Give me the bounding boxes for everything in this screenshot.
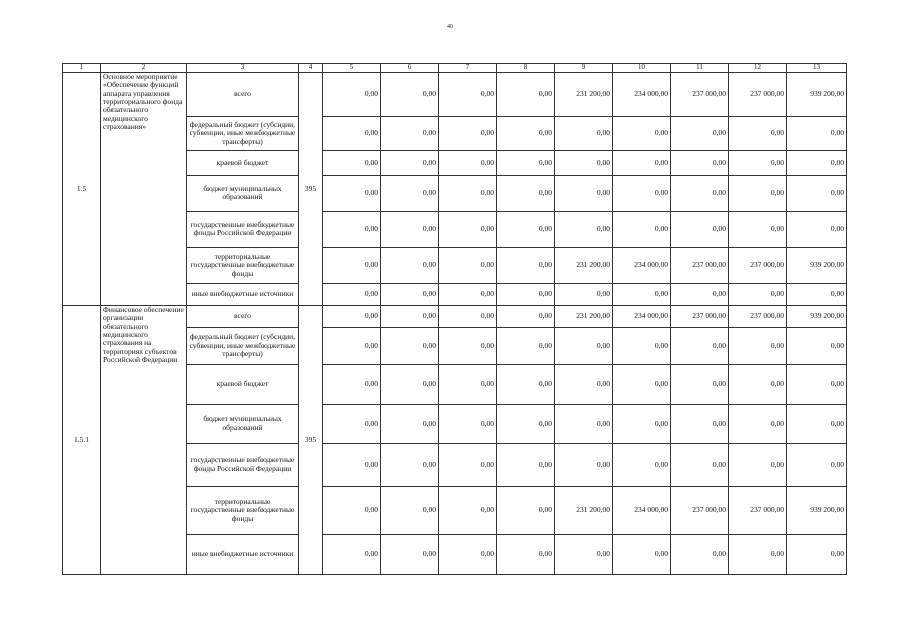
- amount-cell: 234 000,00: [613, 305, 671, 327]
- amount-cell: 0,00: [787, 150, 847, 175]
- item-title: Финансовое обеспечение организации обязательного медицинского страхования на территориях субъектов Российской Федерации: [101, 305, 187, 574]
- column-number-header: 3: [187, 64, 299, 73]
- amount-cell: 0,00: [381, 404, 439, 443]
- amount-cell: 0,00: [497, 211, 555, 247]
- amount-cell: 0,00: [671, 364, 729, 404]
- amount-cell: 0,00: [439, 364, 497, 404]
- budget-table: [62, 63, 847, 575]
- amount-cell: 939 200,00: [787, 486, 847, 534]
- amount-cell: 0,00: [671, 150, 729, 175]
- amount-cell: 0,00: [381, 305, 439, 327]
- amount-cell: 0,00: [729, 404, 787, 443]
- amount-cell: 0,00: [729, 443, 787, 486]
- amount-cell: 0,00: [555, 364, 613, 404]
- funding-source: иные внебюджетные источники: [187, 534, 299, 574]
- amount-cell: 0,00: [323, 247, 381, 283]
- amount-cell: 0,00: [729, 116, 787, 150]
- amount-cell: 0,00: [439, 534, 497, 574]
- funding-source: государственные внебюджетные фонды Российской Федерации: [187, 443, 299, 486]
- funding-source: федеральный бюджет (субсидии, субвенции, иные межбюджетные трансферты): [187, 116, 299, 150]
- budget-code: 395: [299, 305, 323, 574]
- amount-cell: 0,00: [323, 486, 381, 534]
- amount-cell: 0,00: [613, 364, 671, 404]
- amount-cell: 939 200,00: [787, 305, 847, 327]
- amount-cell: 0,00: [555, 150, 613, 175]
- amount-cell: 0,00: [729, 327, 787, 364]
- amount-cell: 237 000,00: [671, 247, 729, 283]
- amount-cell: 0,00: [323, 211, 381, 247]
- amount-cell: 0,00: [381, 72, 439, 116]
- amount-cell: 0,00: [323, 305, 381, 327]
- amount-cell: 0,00: [729, 283, 787, 305]
- amount-cell: 0,00: [787, 175, 847, 211]
- funding-source: краевой бюджет: [187, 150, 299, 175]
- amount-cell: 0,00: [555, 443, 613, 486]
- amount-cell: 0,00: [323, 72, 381, 116]
- budget-row: [63, 305, 847, 327]
- funding-source: бюджет муниципальных образований: [187, 175, 299, 211]
- column-number-header: 12: [729, 64, 787, 73]
- amount-cell: 939 200,00: [787, 72, 847, 116]
- column-number-header: 8: [497, 64, 555, 73]
- amount-cell: 0,00: [787, 283, 847, 305]
- amount-cell: 0,00: [613, 116, 671, 150]
- amount-cell: 0,00: [671, 534, 729, 574]
- amount-cell: 0,00: [613, 404, 671, 443]
- amount-cell: 0,00: [323, 534, 381, 574]
- amount-cell: 0,00: [729, 175, 787, 211]
- amount-cell: 0,00: [497, 327, 555, 364]
- amount-cell: 0,00: [381, 175, 439, 211]
- column-number-header: 1: [63, 64, 101, 73]
- amount-cell: 0,00: [439, 72, 497, 116]
- amount-cell: 0,00: [787, 443, 847, 486]
- amount-cell: 231 200,00: [555, 486, 613, 534]
- funding-source: территориальные государственные внебюджетные фонды: [187, 247, 299, 283]
- amount-cell: 0,00: [381, 534, 439, 574]
- column-number-header: 9: [555, 64, 613, 73]
- column-number-header-row: [63, 64, 847, 73]
- amount-cell: 0,00: [787, 116, 847, 150]
- amount-cell: 0,00: [613, 175, 671, 211]
- amount-cell: 0,00: [439, 404, 497, 443]
- amount-cell: 0,00: [497, 364, 555, 404]
- funding-source: территориальные государственные внебюджетные фонды: [187, 486, 299, 534]
- amount-cell: 0,00: [323, 283, 381, 305]
- amount-cell: 0,00: [671, 327, 729, 364]
- column-number-header: 6: [381, 64, 439, 73]
- item-code: 1.5.1: [63, 305, 101, 574]
- amount-cell: 0,00: [555, 175, 613, 211]
- amount-cell: 237 000,00: [729, 305, 787, 327]
- amount-cell: 237 000,00: [729, 72, 787, 116]
- page-number: 40: [447, 24, 453, 30]
- item-code: 1.5: [63, 72, 101, 305]
- amount-cell: 0,00: [439, 150, 497, 175]
- amount-cell: 0,00: [729, 534, 787, 574]
- amount-cell: 0,00: [671, 211, 729, 247]
- amount-cell: 0,00: [381, 211, 439, 247]
- funding-source: иные внебюджетные источники: [187, 283, 299, 305]
- amount-cell: 0,00: [323, 404, 381, 443]
- amount-cell: 0,00: [729, 364, 787, 404]
- amount-cell: 0,00: [497, 247, 555, 283]
- column-number-header: 4: [299, 64, 323, 73]
- amount-cell: 0,00: [497, 443, 555, 486]
- amount-cell: 0,00: [439, 443, 497, 486]
- amount-cell: 0,00: [439, 175, 497, 211]
- funding-source: федеральный бюджет (субсидии, субвенции, иные межбюджетные трансферты): [187, 327, 299, 364]
- amount-cell: 0,00: [497, 534, 555, 574]
- amount-cell: 0,00: [439, 486, 497, 534]
- amount-cell: 231 200,00: [555, 72, 613, 116]
- amount-cell: 237 000,00: [729, 486, 787, 534]
- budget-table-body: [63, 64, 847, 575]
- amount-cell: 0,00: [381, 150, 439, 175]
- funding-source: краевой бюджет: [187, 364, 299, 404]
- amount-cell: 0,00: [381, 327, 439, 364]
- amount-cell: 0,00: [613, 443, 671, 486]
- amount-cell: 0,00: [323, 364, 381, 404]
- amount-cell: 0,00: [613, 211, 671, 247]
- amount-cell: 0,00: [613, 150, 671, 175]
- column-number-header: 7: [439, 64, 497, 73]
- amount-cell: 231 200,00: [555, 305, 613, 327]
- amount-cell: 939 200,00: [787, 247, 847, 283]
- amount-cell: 0,00: [497, 150, 555, 175]
- amount-cell: 0,00: [381, 443, 439, 486]
- amount-cell: 234 000,00: [613, 72, 671, 116]
- amount-cell: 0,00: [787, 534, 847, 574]
- amount-cell: 234 000,00: [613, 247, 671, 283]
- funding-source: государственные внебюджетные фонды Российской Федерации: [187, 211, 299, 247]
- column-number-header: 11: [671, 64, 729, 73]
- amount-cell: 0,00: [497, 486, 555, 534]
- amount-cell: 0,00: [323, 150, 381, 175]
- amount-cell: 0,00: [555, 404, 613, 443]
- amount-cell: 0,00: [439, 327, 497, 364]
- amount-cell: 0,00: [555, 327, 613, 364]
- amount-cell: 0,00: [439, 247, 497, 283]
- amount-cell: 237 000,00: [671, 305, 729, 327]
- amount-cell: 0,00: [439, 211, 497, 247]
- column-number-header: 2: [101, 64, 187, 73]
- budget-row: [63, 72, 847, 116]
- amount-cell: 0,00: [613, 283, 671, 305]
- budget-code: 395: [299, 72, 323, 305]
- amount-cell: 0,00: [671, 443, 729, 486]
- amount-cell: 237 000,00: [729, 247, 787, 283]
- amount-cell: 0,00: [555, 283, 613, 305]
- amount-cell: 0,00: [787, 211, 847, 247]
- amount-cell: 0,00: [381, 486, 439, 534]
- amount-cell: 0,00: [787, 364, 847, 404]
- amount-cell: 0,00: [671, 116, 729, 150]
- amount-cell: 0,00: [497, 72, 555, 116]
- funding-source: всего: [187, 305, 299, 327]
- amount-cell: 0,00: [323, 327, 381, 364]
- amount-cell: 0,00: [787, 327, 847, 364]
- amount-cell: 0,00: [439, 116, 497, 150]
- amount-cell: 0,00: [323, 443, 381, 486]
- amount-cell: 0,00: [497, 404, 555, 443]
- amount-cell: 0,00: [671, 283, 729, 305]
- amount-cell: 237 000,00: [671, 486, 729, 534]
- amount-cell: 0,00: [381, 247, 439, 283]
- amount-cell: 0,00: [381, 283, 439, 305]
- amount-cell: 0,00: [381, 116, 439, 150]
- amount-cell: 234 000,00: [613, 486, 671, 534]
- amount-cell: 0,00: [613, 327, 671, 364]
- amount-cell: 0,00: [497, 305, 555, 327]
- column-number-header: 5: [323, 64, 381, 73]
- amount-cell: 0,00: [555, 211, 613, 247]
- amount-cell: 0,00: [555, 534, 613, 574]
- amount-cell: 0,00: [613, 534, 671, 574]
- amount-cell: 0,00: [439, 283, 497, 305]
- funding-source: всего: [187, 72, 299, 116]
- column-number-header: 13: [787, 64, 847, 73]
- amount-cell: 0,00: [671, 404, 729, 443]
- amount-cell: 0,00: [323, 175, 381, 211]
- amount-cell: 0,00: [497, 116, 555, 150]
- amount-cell: 237 000,00: [671, 72, 729, 116]
- amount-cell: 0,00: [729, 211, 787, 247]
- column-number-header: 10: [613, 64, 671, 73]
- amount-cell: 0,00: [497, 283, 555, 305]
- amount-cell: 0,00: [381, 364, 439, 404]
- amount-cell: 0,00: [497, 175, 555, 211]
- amount-cell: 0,00: [671, 175, 729, 211]
- amount-cell: 231 200,00: [555, 247, 613, 283]
- amount-cell: 0,00: [787, 404, 847, 443]
- amount-cell: 0,00: [439, 305, 497, 327]
- item-title: Основное мероприятие «Обеспечение функций аппарата управления территориального фонда обязательного медицинского страхования»: [101, 72, 187, 305]
- funding-source: бюджет муниципальных образований: [187, 404, 299, 443]
- amount-cell: 0,00: [729, 150, 787, 175]
- amount-cell: 0,00: [323, 116, 381, 150]
- amount-cell: 0,00: [555, 116, 613, 150]
